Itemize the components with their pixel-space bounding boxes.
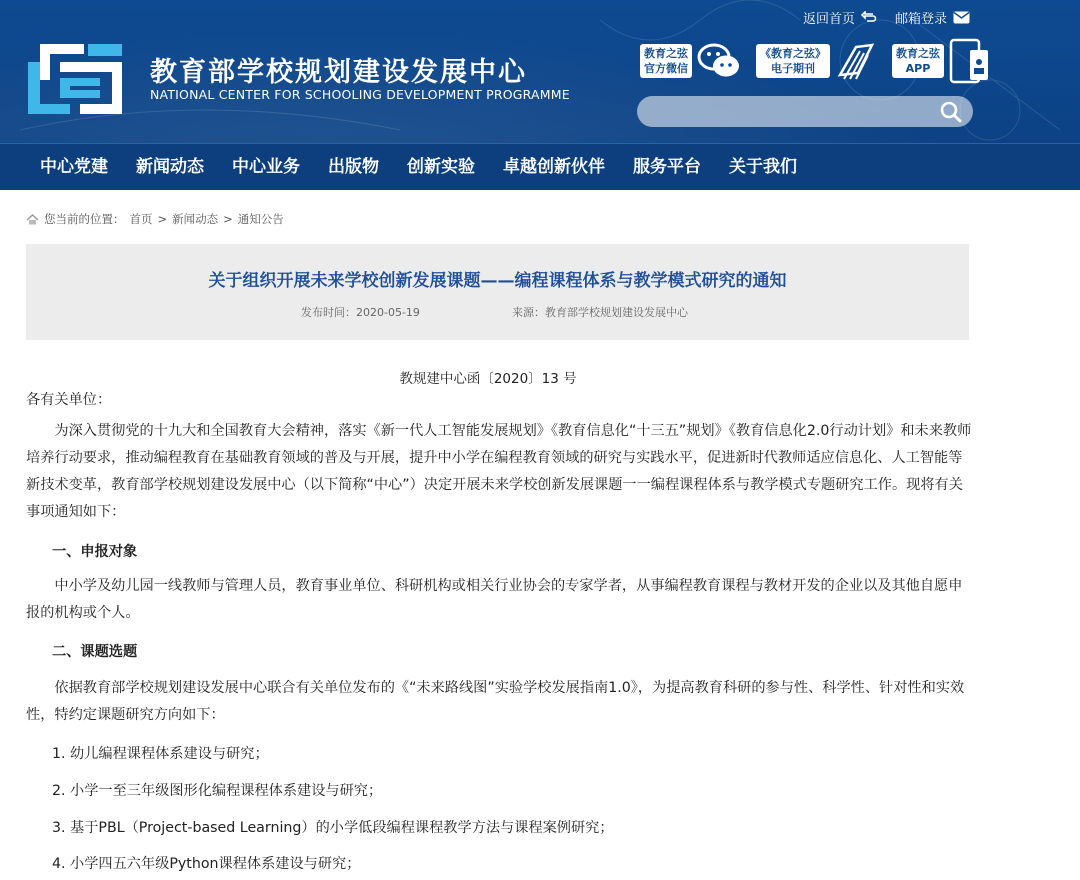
breadcrumb-separator: > — [157, 212, 168, 226]
breadcrumb-notices[interactable]: 通知公告 — [237, 212, 284, 226]
wechat-badge[interactable] — [640, 38, 742, 84]
wechat-icon — [696, 41, 742, 81]
badge-line2: APP — [905, 62, 931, 75]
intro-paragraph: 为深入贯彻党的十九大和全国教育大会精神，落实《新一代人工智能发展规划》《教育信息化“十三五”规划》《教育信息化2.0行动计划》和未来教师培养行动要求，推动编程教育在基础教育领域的普及与开展，提升中小学在编程教育领域的研究与实践水平，促进新时代教师适应信息化、人工智能等新技术变革，教育部学校规划建设发展中心（以下简称“中心”）决定开展未来学校创新发展课题一一编程课程体系与教学模式专题研究工作。现将有关事项通知如下： — [26, 423, 972, 520]
ebook-icon — [834, 39, 878, 83]
badge-line1: 教育之弦 — [896, 47, 940, 60]
site-subtitle: NATIONAL CENTER FOR SCHOOLING DEVELOPMENT PROGRAMME — [150, 87, 570, 102]
section1-heading: 一、申报对象 — [52, 544, 138, 560]
nav-item-innovation[interactable]: 创新实验 — [407, 157, 475, 177]
nav-item-party[interactable]: 中心党建 — [40, 157, 108, 177]
section2-paragraph: 依据教育部学校规划建设发展中心联合有关单位发布的《“未来路线图”实验学校发展指南1.0》，为提高教育科研的参与性、科学性、针对性和实效性，特约定课题研究方向如下： — [26, 680, 965, 723]
site-logo-icon[interactable] — [26, 40, 126, 118]
topic-item: 3. 基于PBL（Project-based Learning）的小学低段编程课程教学方法与课程案例研究； — [52, 820, 614, 836]
nav-item-services[interactable]: 服务平台 — [633, 157, 701, 177]
site-header — [0, 0, 1080, 143]
badge-line1: 《教育之弦》 — [760, 47, 826, 60]
return-home-label: 返回首页 — [802, 12, 855, 27]
article-source: 来源：教育部学校规划建设发展中心 — [512, 306, 688, 319]
article-title: 关于组织开展未来学校创新发展课题——编程课程体系与教学模式研究的通知 — [208, 271, 787, 291]
ebook-badge[interactable] — [756, 38, 878, 84]
ebook-badge-text — [756, 44, 830, 78]
nav-item-about[interactable]: 关于我们 — [729, 157, 797, 177]
return-home-link[interactable] — [803, 8, 877, 27]
breadcrumb-news[interactable]: 新闻动态 — [172, 212, 219, 226]
article-date: 发布时间：2020-05-19 — [301, 306, 420, 319]
mail-login-link[interactable] — [895, 8, 970, 27]
return-arrow-icon — [861, 11, 877, 25]
topic-item: 1. 幼儿编程课程体系建设与研究； — [52, 746, 269, 762]
breadcrumb-home[interactable]: 首页 — [129, 212, 153, 226]
main-nav — [0, 143, 1080, 190]
nav-item-publications[interactable]: 出版物 — [328, 157, 379, 177]
header-badges — [640, 38, 992, 84]
app-badge[interactable] — [892, 38, 992, 84]
document-number: 教规建中心函〔2020〕13 号 — [399, 371, 577, 387]
salutation: 各有关单位： — [26, 392, 112, 408]
breadcrumb-prefix: 您当前的位置： — [44, 212, 125, 226]
wechat-badge-text — [640, 44, 692, 78]
app-badge-text — [892, 44, 944, 78]
phone-app-icon — [948, 38, 992, 84]
nav-item-partners[interactable]: 卓越创新伙伴 — [503, 157, 605, 177]
section2-heading: 二、课题选题 — [52, 644, 138, 660]
search-input[interactable] — [651, 100, 931, 123]
search-bar — [637, 96, 973, 127]
home-icon — [26, 214, 39, 225]
article-header — [26, 244, 969, 340]
section1-paragraph: 中小学及幼儿园一线教师与管理人员，教育事业单位、科研机构或相关行业协会的专家学者，从事编程教育课程与教材开发的企业以及其他自愿申报的机构或个人。 — [26, 578, 963, 621]
mail-icon — [953, 11, 970, 24]
nav-item-news[interactable]: 新闻动态 — [136, 157, 204, 177]
topic-item: 2. 小学一至三年级图形化编程课程体系建设与研究； — [52, 783, 383, 799]
badge-line1: 教育之弦 — [644, 47, 688, 60]
badge-line2: 官方微信 — [644, 62, 688, 75]
badge-line2: 电子期刊 — [771, 62, 815, 75]
site-title: 教育部学校规划建设发展中心 — [150, 57, 527, 88]
topic-item: 4. 小学四五六年级Python课程体系建设与研究； — [52, 856, 361, 872]
mail-login-label: 邮箱登录 — [894, 12, 947, 27]
breadcrumb-separator: > — [223, 212, 233, 226]
nav-item-business[interactable]: 中心业务 — [232, 157, 300, 177]
breadcrumb — [26, 211, 284, 227]
search-icon[interactable] — [939, 100, 963, 124]
top-links — [803, 8, 970, 27]
